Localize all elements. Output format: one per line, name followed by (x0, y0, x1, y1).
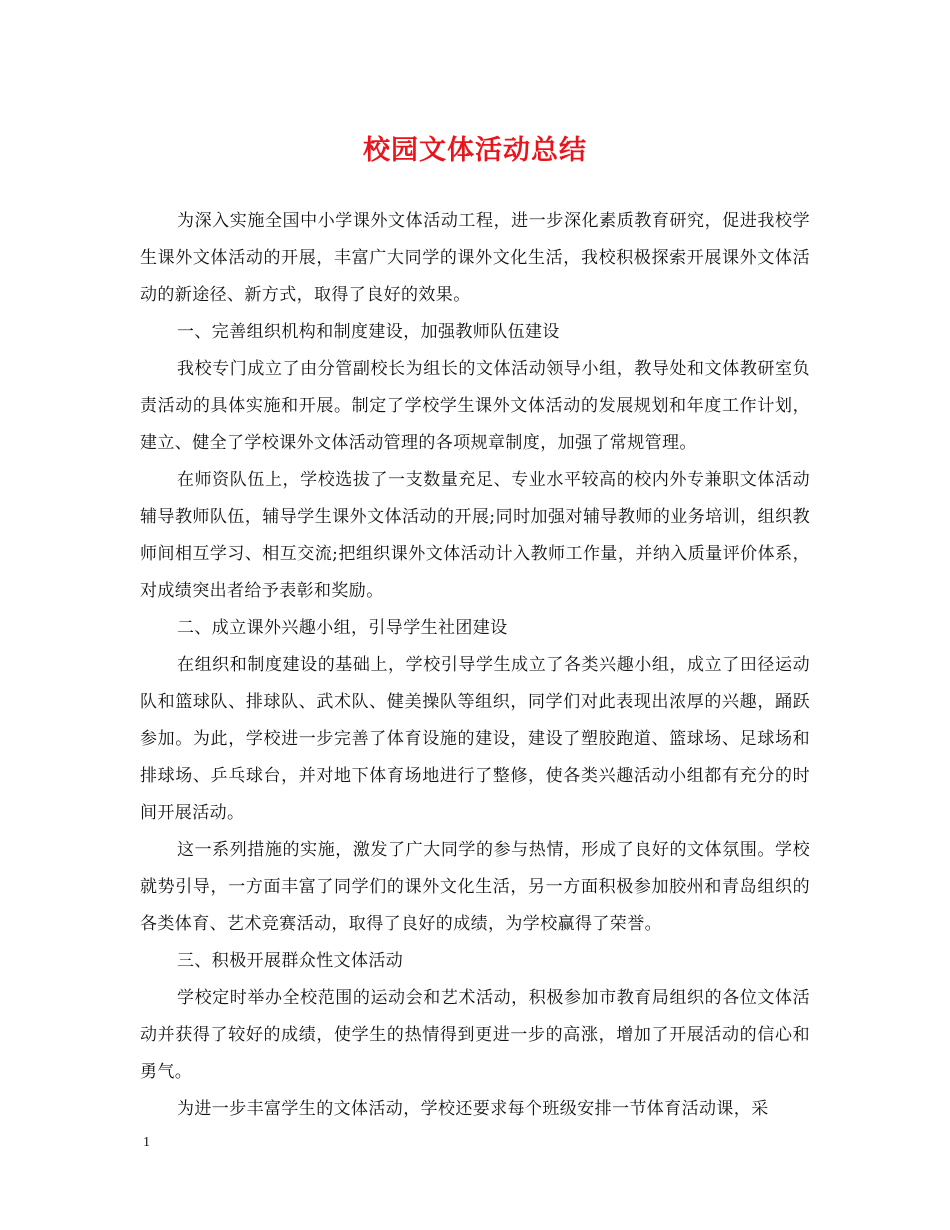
page-number: 1 (143, 1135, 150, 1150)
paragraph: 这一系列措施的实施，激发了广大同学的参与热情，形成了良好的文体氛围。学校就势引导，一方面丰富了同学们的课外文化生活，另一方面积极参加胶州和青岛组织的各类体育、艺术竞赛活动，取得了良好的成绩，为学校赢得了荣誉。 (140, 840, 810, 934)
paragraph: 在师资队伍上，学校选拔了一支数量充足、专业水平较高的校内外专兼职文体活动辅导教师队伍，辅导学生课外文体活动的开展;同时加强对辅导教师的业务培训，组织教师间相互学习、相互交流;把组织课外文体活动计入教师工作量，并纳入质量评价体系，对成绩突出者给予表彰和奖励。 (140, 470, 810, 601)
paragraph: 为进一步丰富学生的文体活动，学校还要求每个班级安排一节体育活动课，采 (177, 1099, 769, 1119)
section-heading: 三、积极开展群众性文体活动 (177, 951, 404, 971)
document-title: 校园文体活动总结 (363, 135, 587, 166)
paragraph: 在组织和制度建设的基础上，学校引导学生成立了各类兴趣小组，成立了田径运动队和篮球队、排球队、武术队、健美操队等组织，同学们对此表现出浓厚的兴趣，踊跃参加。为此，学校进一步完善了体育设施的建设，建设了塑胶跑道、篮球场、足球场和排球场、乒乓球台，并对地下体育场地进行了整修，使各类兴趣活动小组都有充分的时间开展活动。 (140, 655, 810, 823)
section-heading: 一、完善组织机构和制度建设，加强教师队伍建设 (177, 322, 560, 342)
paragraph: 为深入实施全国中小学课外文体活动工程，进一步深化素质教育研究，促进我校学生课外文体活动的开展，丰富广大同学的课外文化生活，我校积极探索开展课外文体活动的新途径、新方式，取得了良好的效果。 (140, 211, 810, 305)
paragraph: 我校专门成立了由分管副校长为组长的文体活动领导小组，教导处和文体教研室负责活动的具体实施和开展。制定了学校学生课外文体活动的发展规划和年度工作计划，建立、健全了学校课外文体活动管理的各项规章制度，加强了常规管理。 (140, 359, 810, 453)
paragraph: 学校定时举办全校范围的运动会和艺术活动，积极参加市教育局组织的各位文体活动并获得了较好的成绩，使学生的热情得到更进一步的高涨，增加了开展活动的信心和勇气。 (140, 988, 810, 1082)
document-body (140, 203, 810, 1128)
section-heading: 二、成立课外兴趣小组，引导学生社团建设 (177, 618, 508, 638)
